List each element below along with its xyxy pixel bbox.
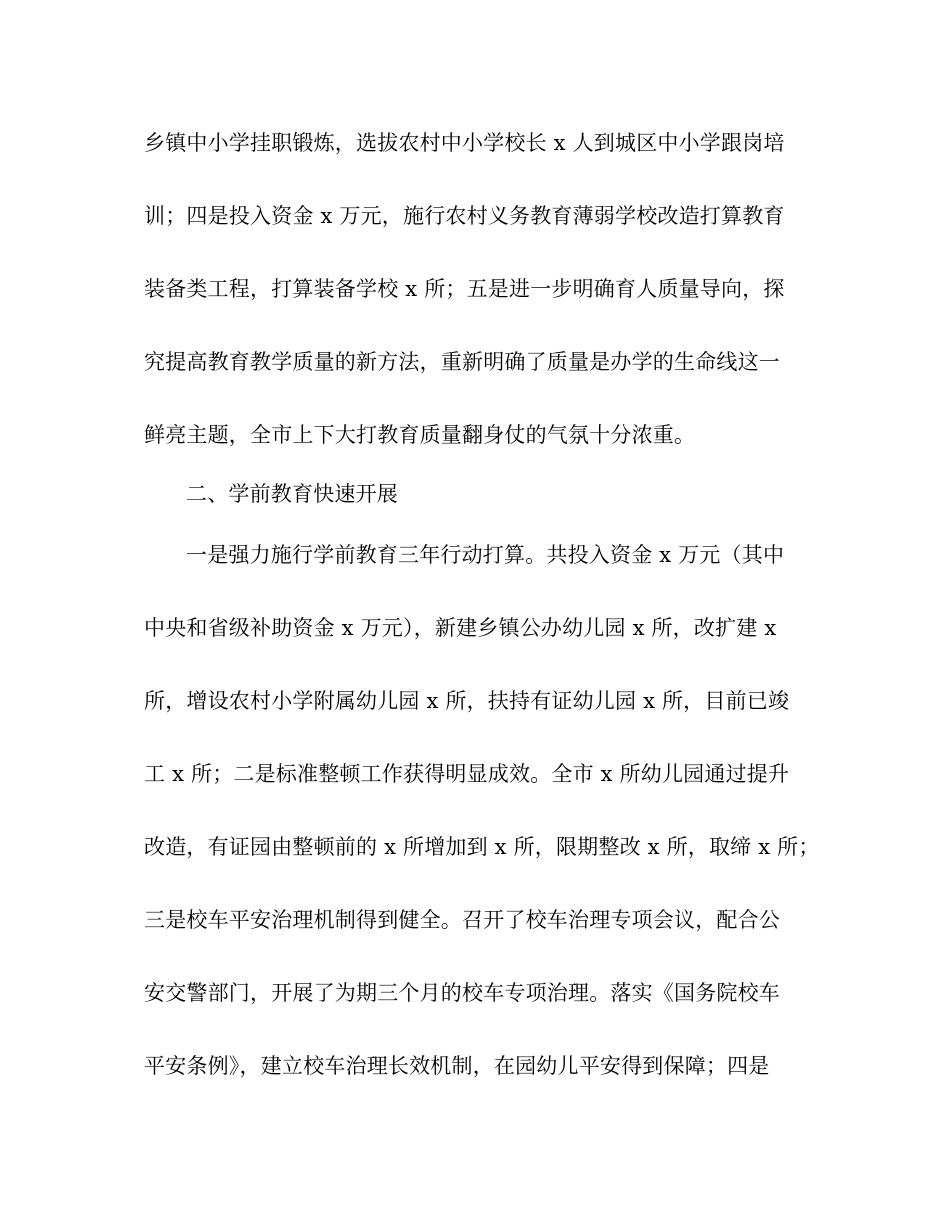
body-text-line: 中央和省级补助资金 x 万元），新建乡镇公办幼儿园 x 所，改扩建 x [144, 616, 777, 640]
body-text-line: 究提高教育教学质量的新方法，重新明确了质量是办学的生命线这一 [144, 350, 780, 374]
body-text-line: 所，增设农村小学附属幼儿园 x 所，扶持有证幼儿园 x 所，目前已竣 [144, 689, 790, 713]
paragraph-first-line: 一是强力施行学前教育三年行动打算。共投入资金 x 万元（其中 [186, 543, 785, 567]
body-text-line: 安交警部门，开展了为期三个月的校车专项治理。落实《国务院校车 [144, 981, 780, 1005]
body-text-line: 平安条例》，建立校车治理长效机制，在园幼儿平安得到保障；四是 [144, 1054, 770, 1078]
body-text-line: 训；四是投入资金 x 万元，施行农村义务教育薄弱学校改造打算教育 [144, 204, 785, 228]
body-text-line: 鲜亮主题，全市上下大打教育质量翻身仗的气氛十分浓重。 [144, 423, 696, 447]
body-text-line: 工 x 所；二是标准整顿工作获得明显成效。全市 x 所幼儿园通过提升 [144, 762, 790, 786]
body-text-line: 三是校车平安治理机制得到健全。召开了校车治理专项会议，配合公 [144, 908, 780, 932]
section-heading: 二、学前教育快速开展 [186, 482, 398, 506]
body-text-line: 改造，有证园由整顿前的 x 所增加到 x 所，限期整改 x 所，取缔 x 所； [144, 835, 820, 859]
body-text-line: 乡镇中小学挂职锻炼，选拔农村中小学校长 x 人到城区中小学跟岗培 [144, 131, 785, 155]
body-text-line: 装备类工程，打算装备学校 x 所；五是进一步明确育人质量导向，探 [144, 277, 785, 301]
